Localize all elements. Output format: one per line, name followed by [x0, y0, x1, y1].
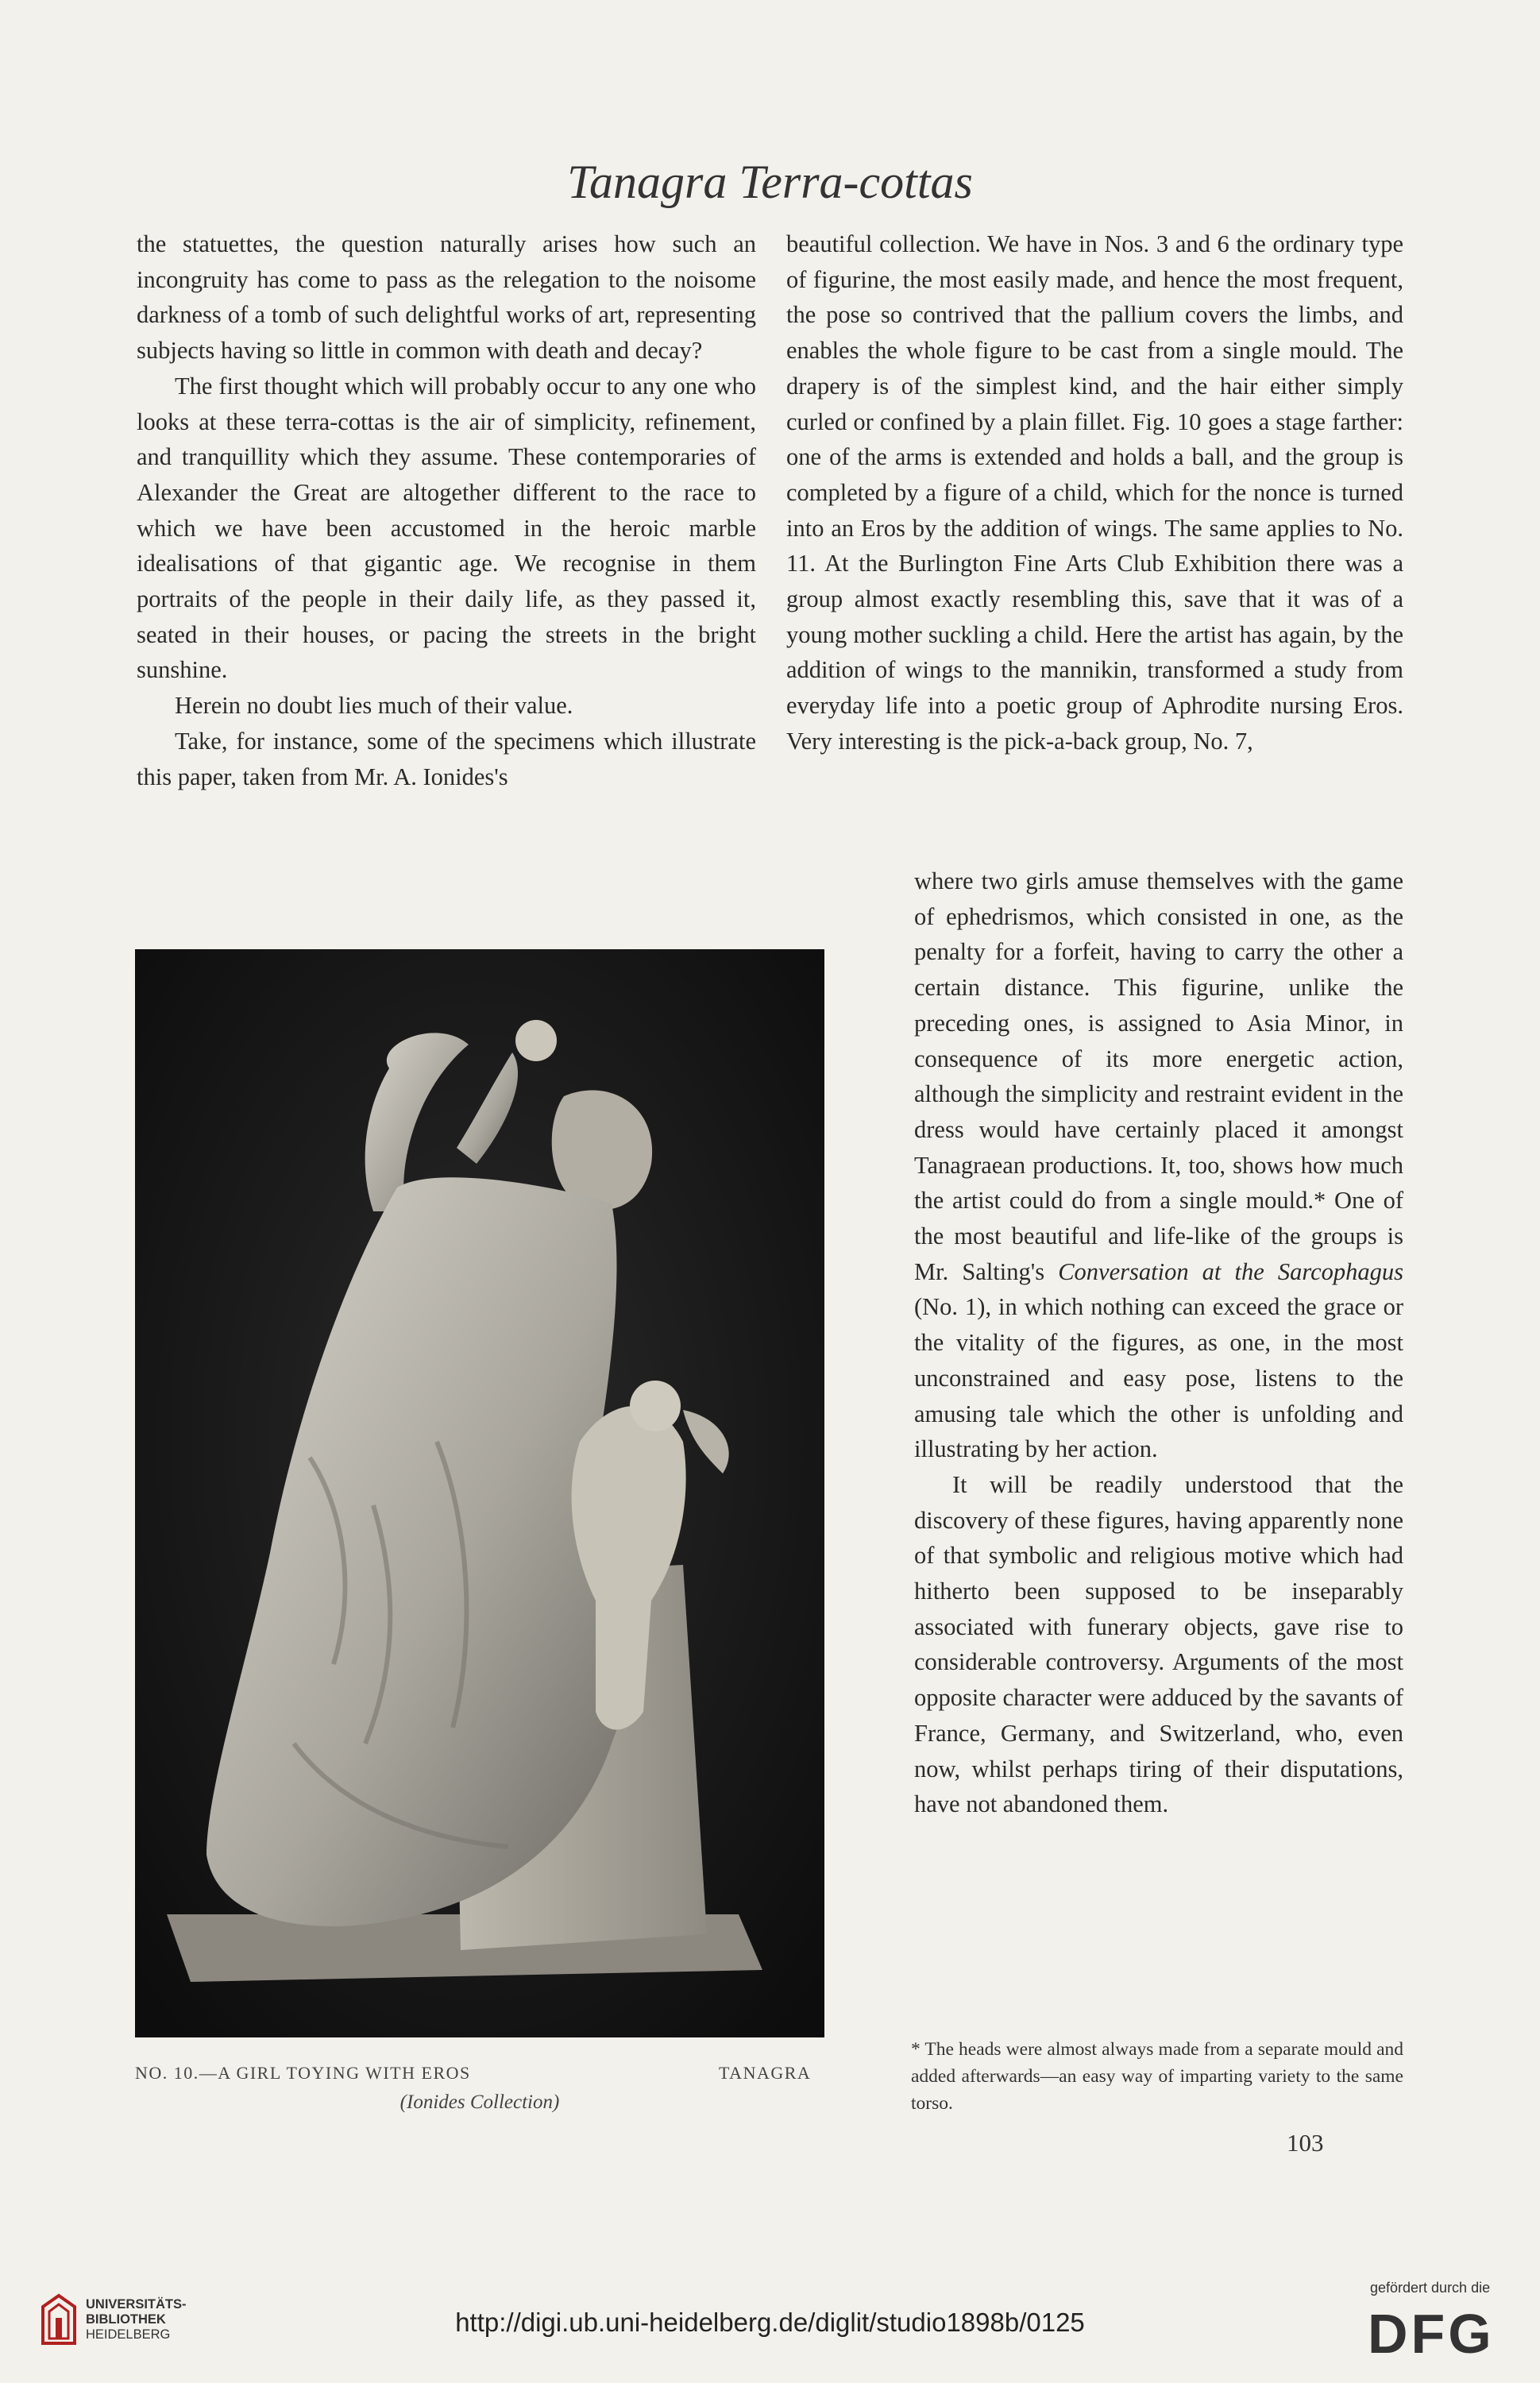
- figure-photograph: [135, 949, 824, 2037]
- figure-caption-origin: TANAGRA: [719, 2063, 812, 2083]
- dfg-logo: DFG: [1368, 2303, 1495, 2365]
- figure-caption-collection: (Ionides Collection): [399, 2091, 560, 2113]
- paragraph: Take, for instance, some of the specimens which illustrate this paper, taken from Mr. A. Ionides's: [137, 727, 756, 790]
- institution-line: HEIDELBERG: [86, 2327, 171, 2342]
- paragraph-text: where two girls amuse themselves with the game of ephedrismos, which consisted in one, as the penalty for a forfeit, having to carry the other a certain distance. This figurine, unlike the preceding ones, is assigned to Asia Minor, in consequence of its more energetic action, although the simplicity and restraint evident in the dress would have certainly placed it amongst Tanagraean productions. It, too, shows how much the artist could do from a single mould.* One of the most beautiful and life-like of the groups is Mr. Salting's: [914, 867, 1403, 1285]
- right-column-top: [786, 226, 1403, 759]
- sponsor-label: gefördert durch die: [1370, 2280, 1491, 2296]
- paragraph: Herein no doubt lies much of their value.: [175, 692, 573, 720]
- paragraph: the statuettes, the question naturally arises how such an incongruity has come to pass as the relegation to the noisome darkness of a tomb of such delightful works of art, representing subjects having so little in common with death and decay?: [137, 230, 756, 365]
- right-column-narrow: [914, 863, 1403, 1822]
- artwork-title: Conversation at the Sarcophagus: [1058, 1257, 1404, 1285]
- paragraph: [914, 863, 1403, 1467]
- institution-line: UNIVERSITÄTS-: [86, 2297, 187, 2312]
- institution-line: BIBLIOTHEK: [86, 2312, 166, 2327]
- page-number: 103: [1287, 2129, 1324, 2157]
- source-url-link[interactable]: http://digi.ub.uni-heidelberg.de/diglit/studio1898b/0125: [455, 2308, 1085, 2337]
- figure-caption: NO. 10.—A GIRL TOYING WITH EROS: [135, 2063, 471, 2083]
- paragraph: It will be readily understood that the discovery of these figures, having apparently none of that symbolic and religious motive which had hitherto been supposed to be inseparably associated with funerary objects, gave rise to considerable controversy. Arguments of the most opposite character were adduced by the savants of France, Germany, and Switzerland, who, even now, whilst perhaps tiring of their disputations, have not abandoned them.: [914, 1470, 1403, 1818]
- paragraph: beautiful collection. We have in Nos. 3 and 6 the ordinary type of figurine, the most easily made, and hence the most frequent, the pose so contrived that the pallium covers the limbs, and enables the whole figure to be cast from a single mould. The drapery is of the simplest kind, and the hair either simply curled or confined by a plain fillet. Fig. 10 goes a stage farther: one of the arms is extended and holds a ball, and the group is completed by a figure of a child, which for the nonce is turned into an Eros by the addition of wings. The same applies to No. 11. At the Burlington Fine Arts Club Exhibition there was a group almost exactly resembling this, save that it was of a young mother suckling a child. Here the artist has again, by the addition of wings to the mannikin, transformed a study from everyday life into a poetic group of Aphrodite nursing Eros. Very interesting is the pick-a-back group, No. 7,: [786, 230, 1403, 755]
- paragraph: The first thought which will probably occur to any one who looks at these terra-cottas is the air of simplicity, refinement, and tranquillity which they assume. These contemporaries of Alexander the Great are altogether different to the race to which we have been accustomed in the heroic marble idealisations of that gigantic age. We recognise in them portraits of the people in their daily life, as they passed it, seated in their houses, or pacing the streets in the bright sunshine.: [137, 372, 756, 684]
- footnote-text: * The heads were almost always made from a separate mould and added afterwards—an easy way of imparting variety to the same torso.: [911, 2039, 1403, 2114]
- footnote: [911, 2036, 1403, 2117]
- left-column: [137, 226, 756, 794]
- paragraph-text: (No. 1), in which nothing can exceed the grace or the vitality of the figures, as one, in the most unconstrained and easy pose, listens to the amusing tale which the other is unfolding and illustrating by her action.: [914, 1293, 1403, 1463]
- statuette-image: [135, 949, 824, 2037]
- running-header: Tanagra Terra-cottas: [567, 156, 973, 208]
